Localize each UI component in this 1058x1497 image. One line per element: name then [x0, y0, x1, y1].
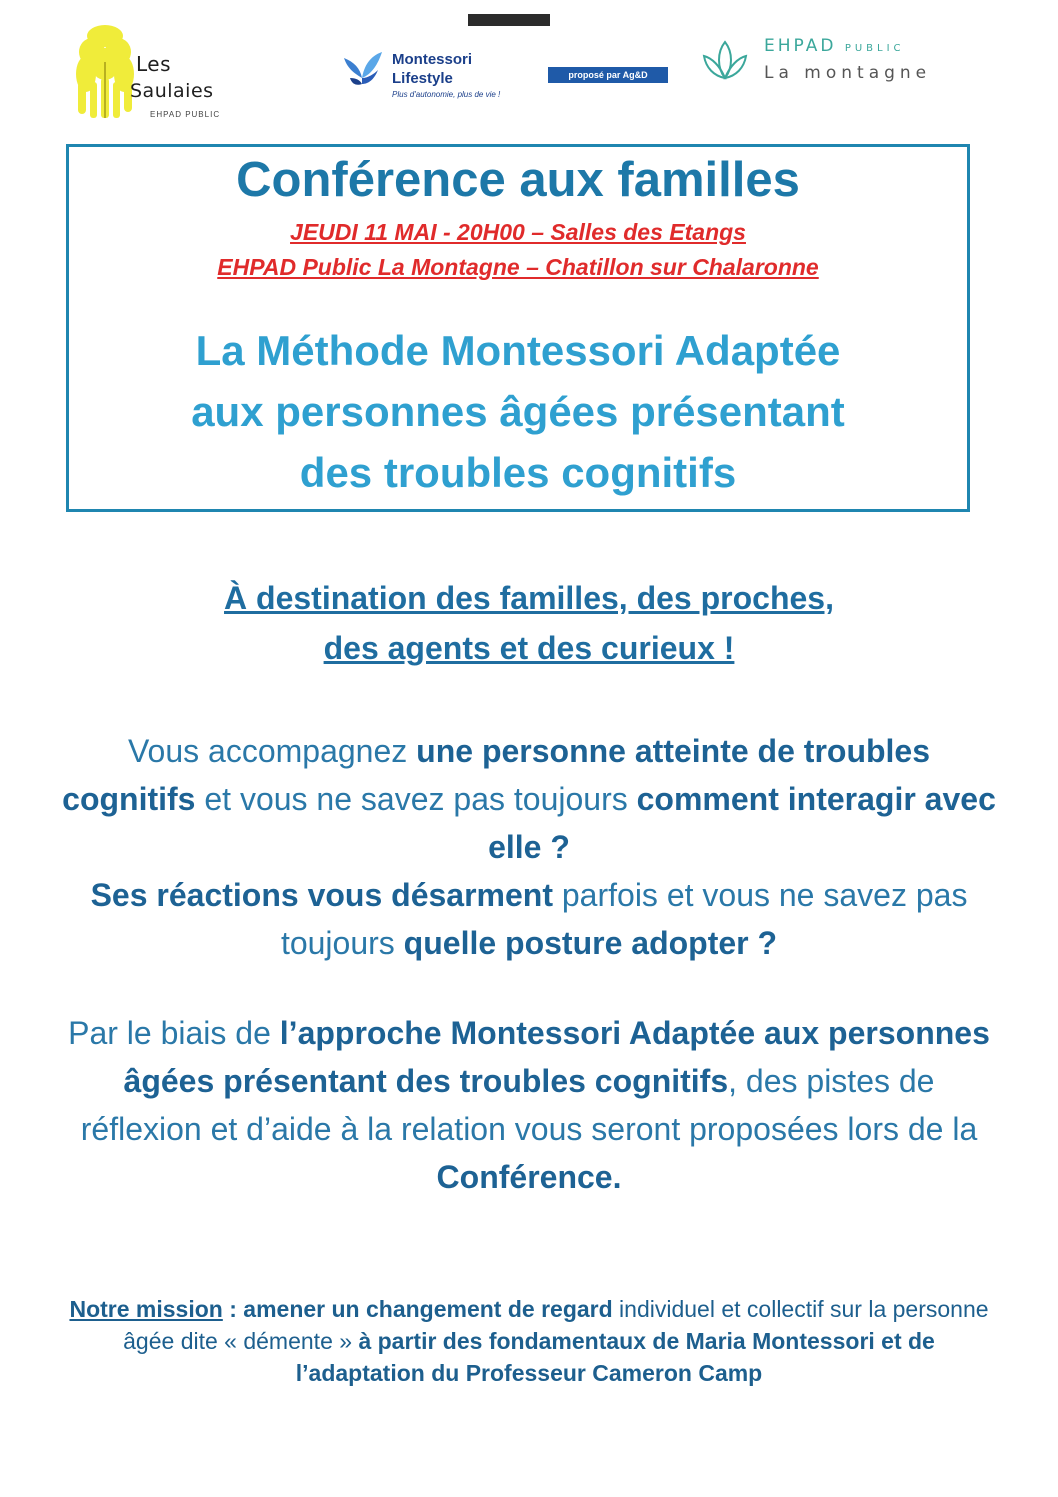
method-title-line2: aux personnes âgées présentant: [191, 388, 845, 435]
approach-text-2: , des pistes de réflexion et d’aide à la relation vous seront proposées lors de la: [80, 1063, 978, 1147]
ehpad-logo-line1: [764, 36, 905, 56]
lotus-icon: [700, 38, 750, 82]
method-title: [66, 320, 970, 503]
ehpad-logo-word: EHPAD: [764, 36, 837, 56]
mission-colon: :: [222, 1296, 244, 1322]
willow-tree-icon: [74, 22, 136, 120]
intro-text-3: parfois et vous ne savez pas toujours: [280, 877, 968, 961]
intro-text-1: Vous accompagnez: [127, 733, 417, 769]
approach-bold-2: Conférence.: [436, 1159, 622, 1195]
mission-label: Notre mission: [69, 1296, 223, 1322]
montessori-logo-line1: Montessori: [392, 51, 473, 68]
intro-text-2: et vous ne savez pas toujours: [195, 781, 637, 817]
ehpad-logo-line2: La montagne: [764, 63, 932, 83]
page-title: Conférence aux familles: [236, 153, 800, 207]
date-time-line: [66, 219, 970, 246]
intro-bold-4: quelle posture adopter ?: [403, 925, 778, 961]
mission-statement: [60, 1293, 998, 1389]
mission-bold-2: à partir des fondamentaux de Maria Montessori et de l’adaptation du Professeur Cameron Camp: [295, 1328, 935, 1386]
mission-text-1: individuel et collectif sur la personne âgée dite « démente »: [123, 1296, 989, 1354]
location-line: [66, 254, 970, 281]
saulaies-logo-subtitle: EHPAD PUBLIC: [150, 110, 221, 119]
montessori-logo-line2: Lifestyle: [392, 70, 453, 87]
intro-bold-2: comment interagir avec elle ?: [488, 781, 996, 865]
intro-paragraph: [60, 727, 998, 967]
approach-paragraph: [60, 1009, 998, 1201]
method-title-line1: La Méthode Montessori Adaptée: [195, 327, 841, 374]
method-title-line3: des troubles cognitifs: [299, 449, 737, 496]
montessori-logo-tagline: Plus d'autonomie, plus de vie !: [392, 90, 501, 99]
approach-text-1: Par le biais de: [68, 1015, 280, 1051]
scan-mark: [468, 14, 550, 26]
location-text: EHPAD Public La Montagne – Chatillon sur Chalaronne: [217, 254, 819, 280]
date-time-text: JEUDI 11 MAI - 20H00 – Salles des Etangs: [290, 219, 746, 245]
audience-heading: [60, 573, 998, 673]
intro-bold-1: une personne atteinte de troubles cognitifs: [62, 733, 931, 817]
proposed-by-badge: proposé par Ag&D: [548, 67, 668, 83]
audience-line2: des agents et des curieux !: [323, 630, 735, 666]
ehpad-logo-public: PUBLIC: [844, 43, 905, 54]
intro-bold-3: Ses réactions vous désarment: [90, 877, 553, 913]
saulaies-logo-line1: Les: [136, 52, 172, 76]
mission-bold-1: amener un changement de regard: [243, 1296, 613, 1322]
approach-bold-1: l’approche Montessori Adaptée aux personnes âgées présentant des troubles cognitifs: [123, 1015, 990, 1099]
bird-icon: [340, 48, 388, 90]
saulaies-logo-line2: Saulaies: [130, 80, 214, 102]
audience-line1: À destination des familles, des proches,: [224, 580, 834, 616]
